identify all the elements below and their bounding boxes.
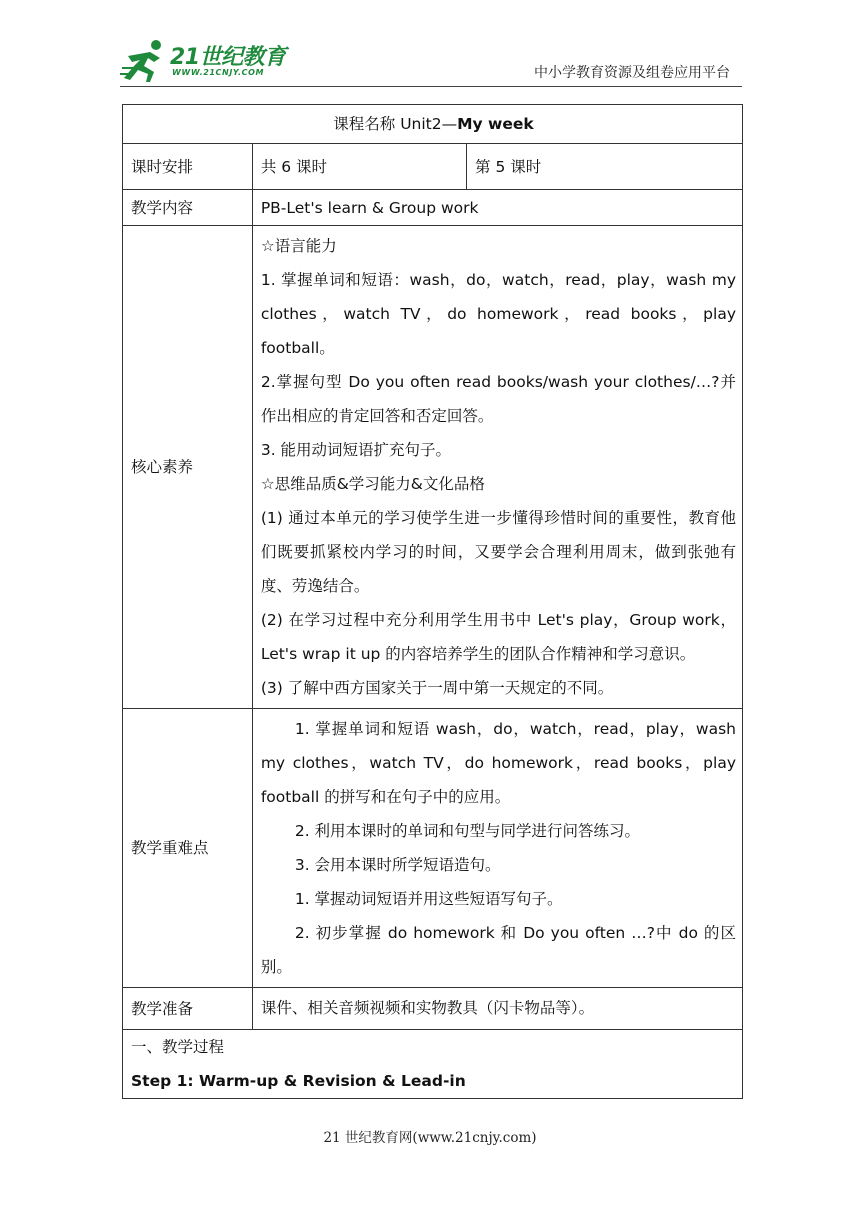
key-label: 教学重难点 [123,709,253,988]
schedule-total: 共 6 课时 [252,144,466,190]
key-row [123,709,743,988]
schedule-current: 第 5 课时 [467,144,743,190]
logo-text: 21世纪教育 [170,45,286,70]
header-divider [120,86,742,87]
core-line: (3) 了解中西方国家关于一周中第一天规定的不同。 [260,679,614,697]
process-content [123,1030,743,1099]
key-line: 1. 掌握单词和短语 wash，do，watch，read，play，wash my clothes，watch TV，do homework，read books，play football 的拼写和在句子中的应用。 [260,720,736,806]
key-line: 3. 会用本课时所学短语造句。 [294,856,501,874]
core-line: 2.掌握句型 Do you often read books/wash your clothes/…?并作出相应的肯定回答和否定回答。 [260,373,736,425]
site-logo [120,38,290,84]
prep-label: 教学准备 [123,988,253,1030]
lesson-plan-table [122,104,743,1099]
runner-icon [120,38,170,84]
course-title-prefix: 课程名称 Unit2— [333,115,458,133]
page-header [0,0,860,92]
core-label: 核心素养 [123,226,253,709]
content-value: PB-Let's learn & Group work [252,190,742,226]
process-row [123,1030,743,1099]
core-line: (2) 在学习过程中充分利用学生用书中 Let's play，Group work，Let's wrap it up 的内容培养学生的团队合作精神和学习意识。 [260,611,736,663]
page-footer: 21 世纪教育网(www.21cnjy.com) [323,1130,537,1146]
core-content [252,226,742,709]
process-heading: 一、教学过程 [131,1038,225,1056]
content-label: 教学内容 [123,190,253,226]
logo-url: WWW.21CNJY.COM [172,68,265,77]
course-title-bold: My week [457,115,534,133]
core-line: (1) 通过本单元的学习使学生进一步懂得珍惜时间的重要性，教育他们既要抓紧校内学习的时间，又要学会合理利用周末，做到张弛有度、劳逸结合。 [260,509,736,595]
core-line: ☆思维品质&学习能力&文化品格 [260,475,485,493]
content-row [123,190,743,226]
key-line: 1. 掌握动词短语并用这些短语写句子。 [294,890,563,908]
key-line: 2. 利用本课时的单词和句型与同学进行问答练习。 [294,822,641,840]
prep-value: 课件、相关音频视频和实物教具（闪卡物品等）。 [252,988,742,1030]
schedule-label: 课时安排 [123,144,253,190]
course-title-row [123,105,743,144]
step-title: Step 1: Warm-up & Revision & Lead-in [131,1072,466,1090]
core-line: 3. 能用动词短语扩充句子。 [260,441,452,459]
key-line: 2. 初步掌握 do homework 和 Do you often …?中 do 的区别。 [260,924,736,976]
prep-row [123,988,743,1030]
core-line: ☆语言能力 [260,237,337,255]
core-line: 1. 掌握单词和短语：wash，do，watch，read，play，wash my clothes，watch TV，do homework，read books，play football。 [260,271,736,357]
platform-name: 中小学教育资源及组卷应用平台 [534,65,730,81]
key-content [252,709,742,988]
core-row [123,226,743,709]
schedule-row [123,144,743,190]
course-title [123,105,743,144]
